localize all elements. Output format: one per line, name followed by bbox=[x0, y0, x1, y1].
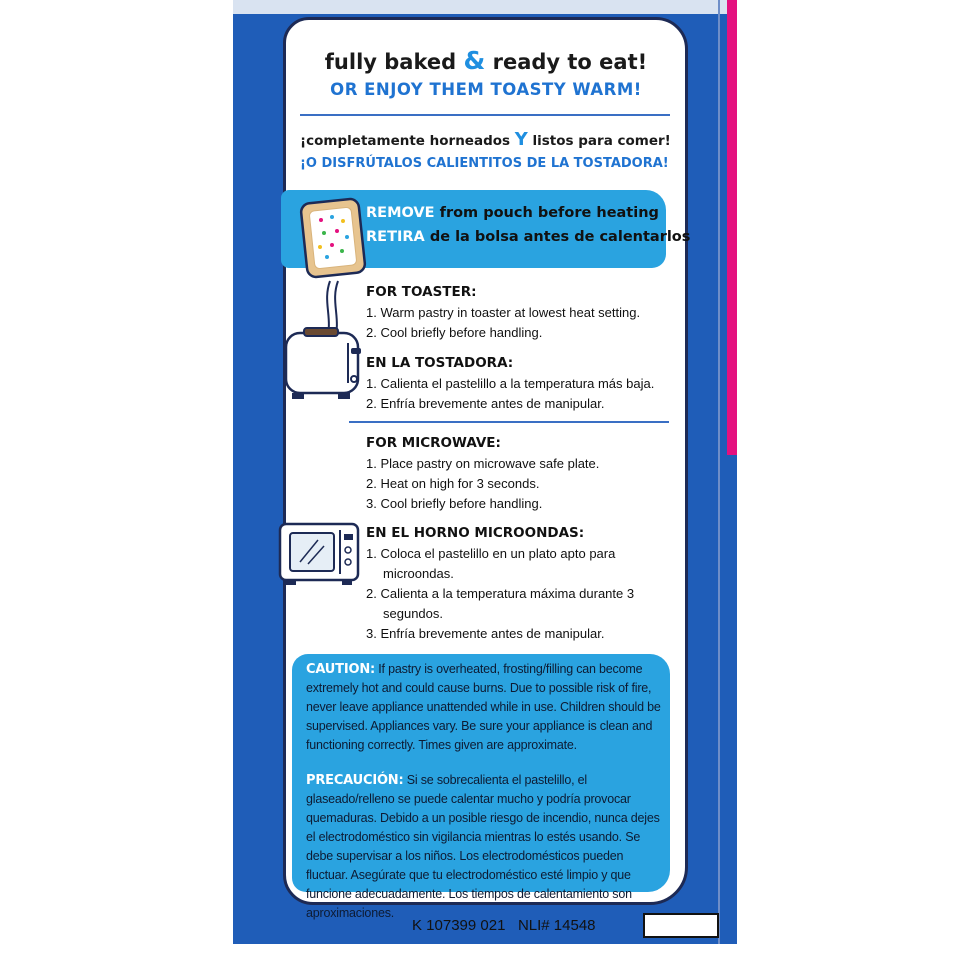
pink-edge-stripe bbox=[727, 0, 737, 455]
precaucion-text bbox=[306, 771, 668, 923]
caution-heading: CAUTION: bbox=[306, 662, 375, 677]
microondas-step-3: 3. Enfría brevemente antes de manipular. bbox=[366, 626, 605, 641]
microwave-step-1: 1. Place pastry on microwave safe plate. bbox=[366, 456, 600, 471]
panel-fold-line bbox=[718, 0, 720, 944]
headline-en-subline: OR ENJOY THEM TOASTY WARM! bbox=[330, 80, 642, 99]
microwave-step-2: 2. Heat on high for 3 seconds. bbox=[366, 476, 540, 491]
headline-es-subline: ¡O DISFRÚTALOS CALIENTITOS DE LA TOSTADORA! bbox=[300, 156, 669, 171]
microondas-step-2: 2. Calienta a la temperatura máxima durante 3 segundos. bbox=[366, 586, 635, 621]
microwave-step-3: 3. Cool briefly before handling. bbox=[366, 496, 543, 511]
remove-instructions bbox=[366, 201, 696, 249]
toaster-instructions bbox=[366, 282, 676, 343]
toaster-step-2: 2. Cool briefly before handling. bbox=[366, 325, 543, 340]
code-box bbox=[643, 913, 719, 938]
microondas-heading: EN EL HORNO MICROONDAS: bbox=[366, 525, 585, 541]
microondas-step-1: 1. Coloca el pastelillo en un plato apto para microondas. bbox=[366, 546, 616, 581]
package-top-flap bbox=[233, 0, 737, 14]
headline-ampersand: & bbox=[463, 46, 486, 75]
microwave-instructions bbox=[366, 433, 676, 514]
microwave-icon bbox=[278, 520, 362, 592]
instructions-card bbox=[283, 17, 691, 920]
remove-es-highlight: RETIRA bbox=[366, 229, 425, 245]
caution-body: If pastry is overheated, frosting/filling can become extremely hot and could cause burns. Due to possible risk of fire, never leave appliance unattended while in use. Children should be supervised. Appliances vary. Be sure your appliance is clean and functioning correctly. Times given are approximate. bbox=[306, 662, 661, 752]
tostadora-step-1: 1. Calienta el pastelillo a la temperatura más baja. bbox=[366, 376, 655, 391]
tostadora-heading: EN LA TOSTADORA: bbox=[366, 355, 514, 371]
headline-part1: fully baked bbox=[324, 50, 457, 74]
microondas-instructions bbox=[366, 523, 676, 644]
headline-es-y: Y bbox=[514, 129, 528, 150]
product-codes bbox=[412, 917, 596, 934]
toaster-heading: FOR TOASTER: bbox=[366, 284, 477, 300]
pastry-icon bbox=[300, 198, 365, 278]
headline-es-part2: listos para comer! bbox=[532, 133, 671, 149]
toaster-step-1: 1. Warm pastry in toaster at lowest heat setting. bbox=[366, 305, 641, 320]
k-code: K 107399 021 bbox=[412, 917, 506, 934]
precaucion-heading: PRECAUCIÓN: bbox=[306, 773, 404, 788]
headline-es bbox=[300, 129, 690, 150]
remove-en-highlight: REMOVE bbox=[366, 205, 435, 221]
tostadora-instructions bbox=[366, 353, 676, 414]
divider bbox=[300, 114, 670, 116]
tostadora-step-2: 2. Enfría brevemente antes de manipular. bbox=[366, 396, 605, 411]
headline-en bbox=[286, 46, 686, 75]
remove-en-text: from pouch before heating bbox=[439, 205, 659, 221]
toaster-icon bbox=[286, 328, 361, 399]
headline-part2: ready to eat! bbox=[492, 50, 648, 74]
remove-es-text: de la bolsa antes de calentarlos bbox=[429, 229, 691, 245]
nli-code: NLI# 14548 bbox=[517, 917, 596, 934]
divider bbox=[349, 421, 669, 423]
caution-text bbox=[306, 660, 668, 755]
toaster-pastry-illustration bbox=[294, 193, 374, 413]
microwave-heading: FOR MICROWAVE: bbox=[366, 435, 501, 451]
headline-es-part1: ¡completamente horneados bbox=[300, 133, 511, 149]
precaucion-body: Si se sobrecalienta el pastelillo, el glaseado/relleno se puede calentar mucho y podría provocar quemaduras. Debido a un posible riesgo de incendio, nunca dejes el electrodoméstico sin vigilancia mientras lo estés usando. Se debe supervisar a los niños. Los electrodomésticos pueden fluctuar. Asegúrate que tu electrodoméstico esté limpio y que funcione adecuadamente. Los tiempos de calentamiento son aproximaciones. bbox=[306, 773, 660, 920]
